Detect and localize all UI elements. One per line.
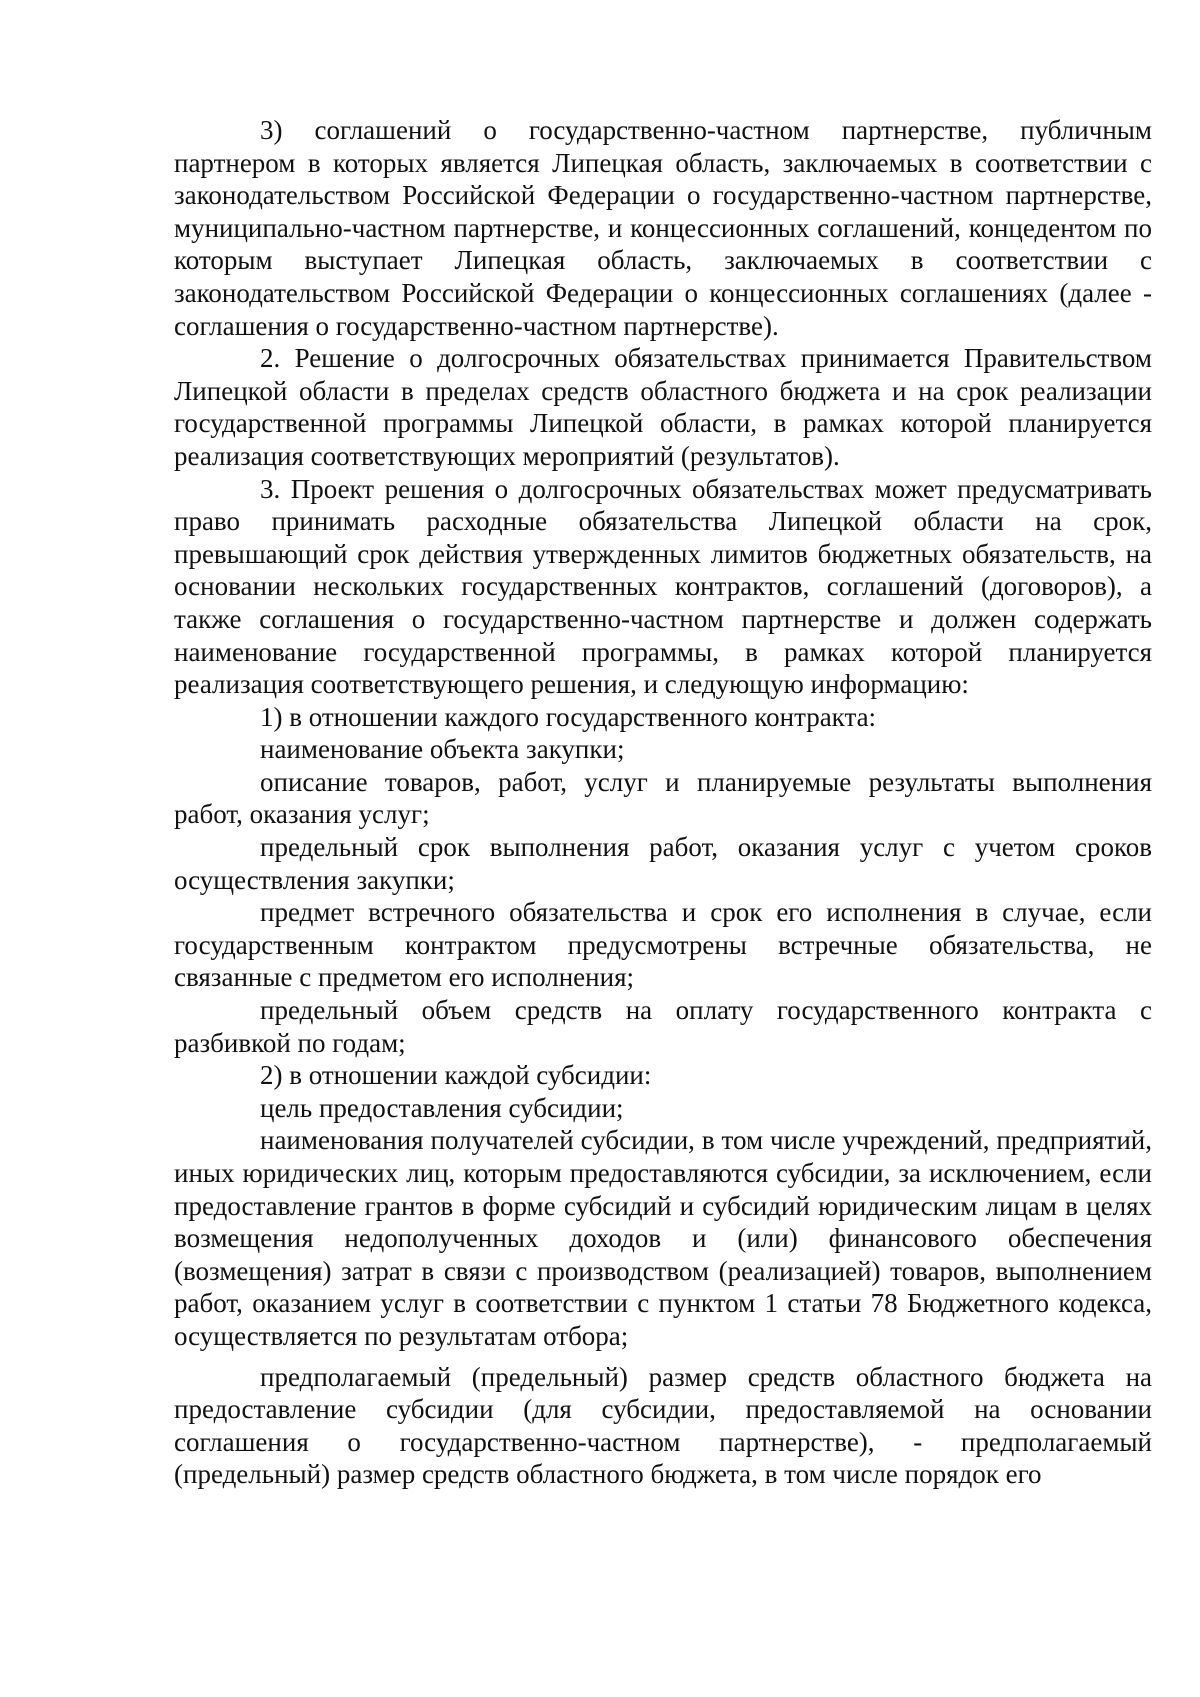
paragraph-procurement-object: наименование объекта закупки; bbox=[260, 734, 625, 765]
paragraph-counter-obligation: предмет встречного обязательства и срок его исполнения в случае, если государственным контрактом предусмотрены встречные обязательства, не связанные с предметом его исполнения; bbox=[174, 897, 1152, 993]
paragraph-subsidy-recipients: наименования получателей субсидии, в том числе учреждений, предприятий, иных юридических лиц, которым предоставляются субсидии, за исключением, если предоставление грантов в форме субсидий и субсидий юридическим лицам в целях возмещения недополученных доходов и (или) финансового обеспечения (возмещения) затрат в связи с производством (реализацией) товаров, выполнением работ, оказанием услуг в соответствии с пунктом 1 статьи 78 Бюджетного кодекса, осуществляется по результатам отбора; bbox=[174, 1125, 1152, 1351]
paragraph-subsidy-amount: предполагаемый (предельный) размер средств областного бюджета на предоставление субсидии (для субсидии, предоставляемой на основании соглашения о государственно-частном партнерстве), - предполагаемый (предельный) размер средств областного бюджета, в том числе порядок его bbox=[174, 1361, 1152, 1490]
paragraph-draft-decision: 3. Проект решения о долгосрочных обязательствах может предусматривать право принимать расходные обязательства Липецкой области на срок, превышающий срок действия утвержденных лимитов бюджетных обязательств, на основании нескольких государственных контрактов, соглашений (договоров), а также соглашения о государственно-частном партнерстве и должен содержать наименование государственной программы, в рамках которой планируется реализация соответствующего решения, и следующую информацию: bbox=[174, 473, 1152, 700]
paragraph-goods-description: описание товаров, работ, услуг и планируемые результаты выполнения работ, оказания услуг; bbox=[174, 766, 1152, 830]
paragraph-subsidy-heading: 2) в отношении каждой субсидии: bbox=[260, 1060, 652, 1091]
paragraph-contract-heading: 1) в отношении каждого государственного контракта: bbox=[260, 701, 877, 732]
document-body bbox=[174, 114, 1152, 1491]
paragraph-deadline: предельный срок выполнения работ, оказания услуг с учетом сроков осуществления закупки; bbox=[174, 832, 1152, 895]
paragraph-decision-long-term: 2. Решение о долгосрочных обязательствах принимается Правительством Липецкой области в пределах средств областного бюджета и на срок реализации государственной программы Липецкой области, в рамках которой планируется реализация соответствующих мероприятий (результатов). bbox=[174, 343, 1152, 471]
paragraph-ppp-agreements: 3) соглашений о государственно-частном партнерстве, публичным партнером в которых является Липецкая область, заключаемых в соответствии с законодательством Российской Федерации о государственно-частном партнерстве, муниципально-частном партнерстве, и концессионных соглашений, концедентом по которым выступает Липецкая область, заключаемых в соответствии с законодательством Российской Федерации о концессионных соглашениях (далее - соглашения о государственно-частном партнерстве). bbox=[174, 115, 1152, 341]
paragraph-contract-amount: предельный объем средств на оплату государственного контракта с разбивкой по годам; bbox=[174, 995, 1152, 1058]
paragraph-subsidy-purpose: цель предоставления субсидии; bbox=[260, 1092, 624, 1123]
